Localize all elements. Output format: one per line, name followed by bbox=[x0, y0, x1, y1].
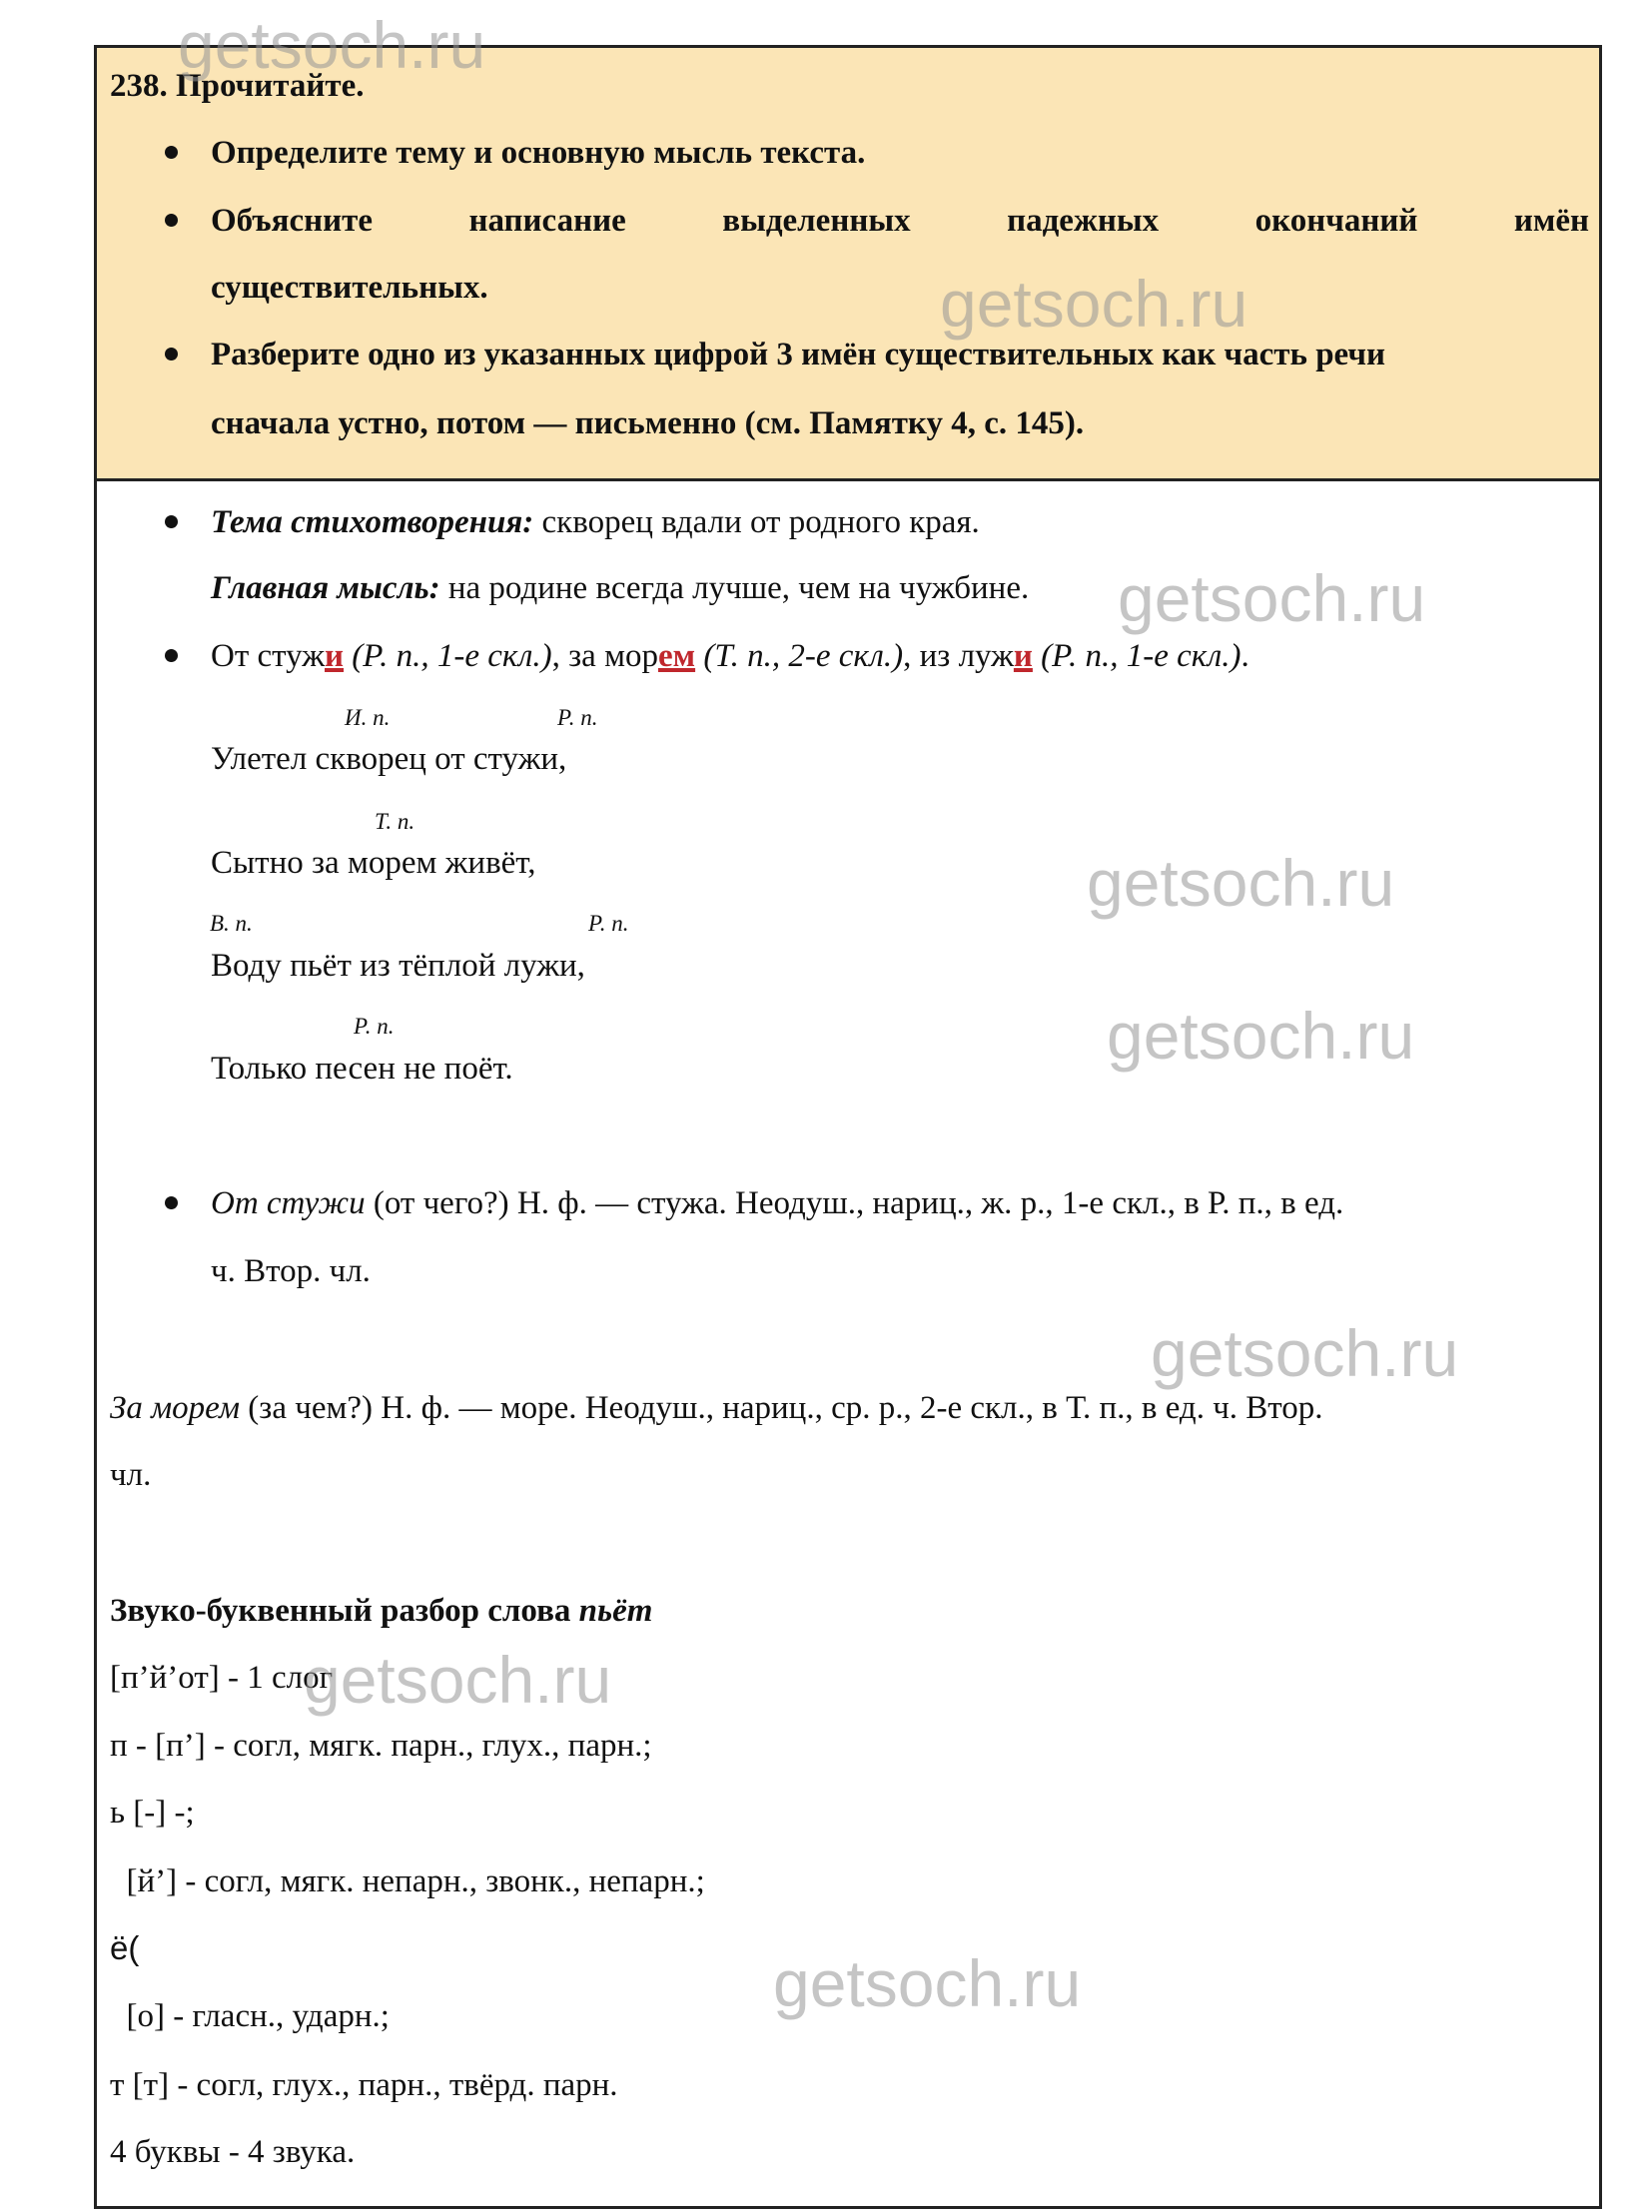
phonetic-line: [п’й’от] - 1 слог bbox=[110, 1660, 334, 1696]
task-bullet-2: Объясните написание выделенных падежных окончаний имён bbox=[211, 203, 1589, 239]
poem-line: Воду пьёт из тёплой лужи, bbox=[211, 948, 585, 984]
word: От стуж bbox=[211, 638, 326, 674]
theme-line bbox=[211, 500, 980, 544]
bullet-icon bbox=[165, 146, 178, 159]
watermark: getsoch.ru bbox=[1151, 1316, 1459, 1390]
bullet-icon bbox=[165, 649, 178, 662]
word: , за мор bbox=[551, 638, 658, 674]
phonetic-line: ь [-] -; bbox=[110, 1795, 195, 1831]
bullet-icon bbox=[165, 515, 178, 528]
case-label: Р. п. bbox=[557, 705, 598, 730]
parsed-word: От стужи bbox=[211, 1185, 366, 1221]
parse-text: (от чего?) Н. ф. — стужа. Неодуш., нариц., ж. р., 1-е скл., в Р. п., в ед. bbox=[365, 1185, 1344, 1221]
bullet-icon bbox=[165, 348, 178, 361]
watermark: getsoch.ru bbox=[178, 8, 486, 82]
idea-label: Главная мысль: bbox=[211, 570, 440, 606]
idea-line bbox=[211, 566, 1029, 610]
bullet-icon bbox=[165, 214, 178, 227]
punct: . bbox=[1240, 638, 1249, 674]
phonetic-line: [й’] - согл, мягк. непарн., звонк., непарн.; bbox=[110, 1863, 705, 1899]
parse-line-1 bbox=[211, 1181, 1343, 1225]
watermark: getsoch.ru bbox=[304, 1643, 612, 1717]
task-title: 238. Прочитайте. bbox=[110, 68, 365, 104]
watermark: getsoch.ru bbox=[1118, 561, 1426, 635]
theme-label: Тема стихотворения: bbox=[211, 504, 534, 540]
poem-line: Сытно за морем живёт, bbox=[211, 845, 536, 881]
case-label: Т. п. bbox=[375, 809, 415, 834]
parse-text: (за чем?) Н. ф. — море. Неодуш., нариц., ср. р., 2-е скл., в Т. п., в ед. ч. Втор. bbox=[240, 1390, 1323, 1426]
ending-highlight: и bbox=[1013, 638, 1033, 674]
phonetic-line: [о] - гласн., ударн.; bbox=[110, 1998, 390, 2034]
case-label: Р. п. bbox=[354, 1014, 395, 1039]
phonetic-title-text: Звуко-буквенный разбор слова bbox=[110, 1593, 579, 1629]
parse-line-2 bbox=[110, 1386, 1323, 1430]
ending-highlight: ем bbox=[657, 638, 696, 674]
word: , из луж bbox=[903, 638, 1014, 674]
poem-line: Улетел скворец от стужи, bbox=[211, 741, 567, 777]
phonetic-word: пьёт bbox=[578, 1593, 653, 1629]
case-label: И. п. bbox=[345, 705, 391, 730]
case-label: Р. п. bbox=[588, 911, 629, 936]
phonetic-line: ё( bbox=[110, 1929, 140, 1966]
parsed-word: За морем bbox=[110, 1390, 241, 1426]
task-bullet-2-cont: существительных. bbox=[211, 270, 488, 306]
phonetic-line: п - [п’] - согл, мягк. парн., глух., парн.; bbox=[110, 1728, 652, 1764]
idea-text: на родине всегда лучше, чем на чужбине. bbox=[439, 570, 1030, 606]
task-bullet-3: Разберите одно из указанных цифрой 3 имён существительных как часть речи bbox=[211, 337, 1385, 372]
case-label: В. п. bbox=[210, 911, 253, 936]
parse-line-2-cont: чл. bbox=[110, 1457, 152, 1493]
theme-text: скворец вдали от родного края. bbox=[533, 504, 980, 540]
watermark: getsoch.ru bbox=[1107, 999, 1415, 1073]
parse-line-1-cont: ч. Втор. чл. bbox=[211, 1253, 371, 1289]
phonetic-title bbox=[110, 1589, 652, 1633]
case-note: (Р. п., 1-е скл.) bbox=[1032, 638, 1241, 674]
phonetic-line: т [т] - согл, глух., парн., твёрд. парн. bbox=[110, 2067, 618, 2103]
poem-line: Только песен не поёт. bbox=[211, 1051, 513, 1087]
ending-highlight: и bbox=[325, 638, 345, 674]
watermark: getsoch.ru bbox=[773, 1946, 1082, 2020]
endings-line bbox=[211, 634, 1249, 678]
task-bullet-3-cont: сначала устно, потом — письменно (см. Памятку 4, с. 145). bbox=[211, 405, 1085, 441]
case-note: (Р. п., 1-е скл.) bbox=[344, 638, 552, 674]
task-bullet-1: Определите тему и основную мысль текста. bbox=[211, 135, 866, 171]
watermark: getsoch.ru bbox=[940, 267, 1248, 341]
bullet-icon bbox=[165, 1196, 178, 1209]
watermark: getsoch.ru bbox=[1087, 846, 1395, 920]
case-note: (Т. п., 2-е скл.) bbox=[695, 638, 904, 674]
phonetic-line: 4 буквы - 4 звука. bbox=[110, 2134, 356, 2170]
